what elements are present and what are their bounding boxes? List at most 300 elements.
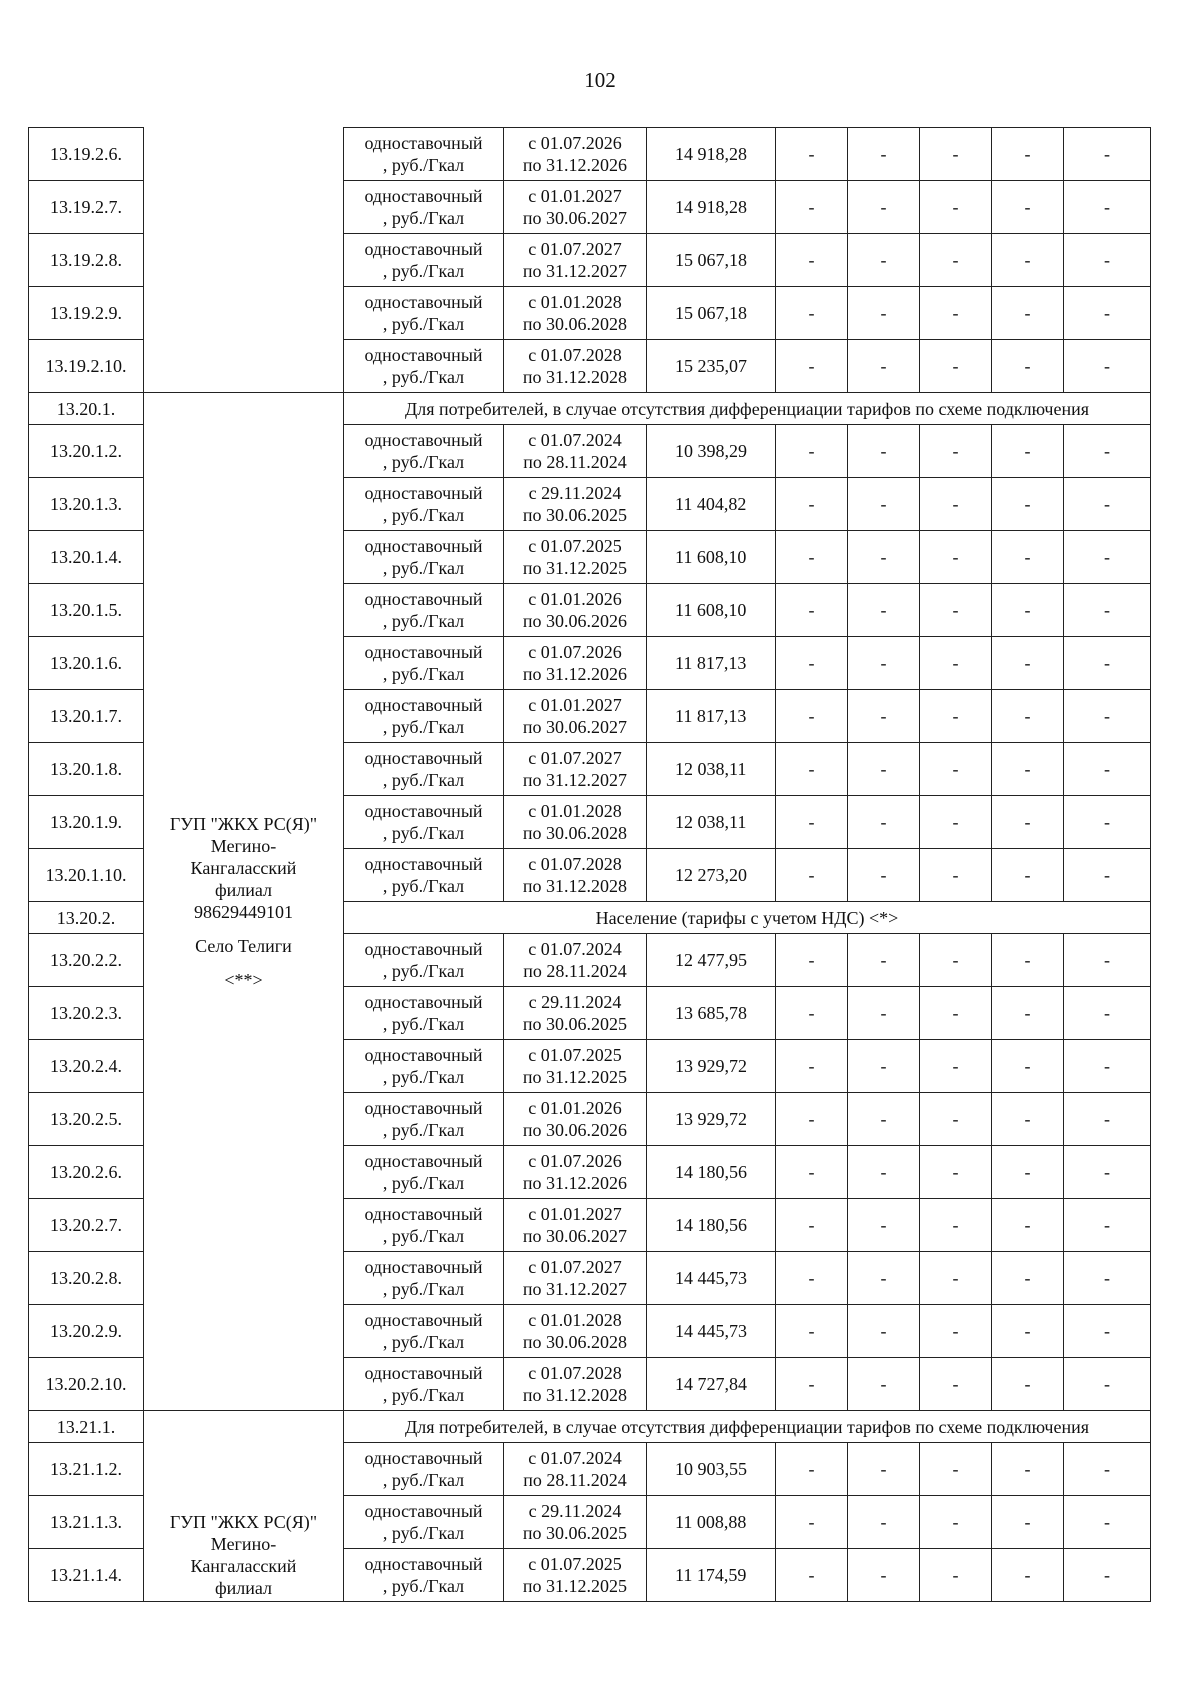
tariff-type-line2: , руб./Гкал <box>382 1120 465 1140</box>
tariff-value <box>647 531 776 584</box>
empty-value-dash <box>1064 340 1151 393</box>
empty-value-dash <box>776 637 848 690</box>
empty-value-dash-text: - <box>880 1109 887 1129</box>
period <box>504 128 647 181</box>
empty-value-dash-text: - <box>880 547 887 567</box>
row-number <box>29 531 144 584</box>
empty-value-dash <box>776 478 848 531</box>
empty-value-dash-text: - <box>1024 197 1031 217</box>
tariff-value-text: 10 903,55 <box>675 1459 747 1479</box>
empty-value-dash <box>848 743 920 796</box>
empty-value-dash-text: - <box>952 494 959 514</box>
empty-value-dash-text: - <box>1104 1565 1110 1585</box>
empty-value-dash <box>992 1358 1064 1411</box>
empty-value-dash <box>1064 987 1151 1040</box>
period <box>504 1358 647 1411</box>
empty-value-dash <box>776 531 848 584</box>
empty-value-dash-text: - <box>880 1003 887 1023</box>
tariff-value <box>647 934 776 987</box>
empty-value-dash <box>1064 478 1151 531</box>
period-line1: с 29.11.2024 <box>528 483 622 503</box>
tariff-value-text: 12 273,20 <box>675 865 747 885</box>
row-number-text: 13.19.2.9. <box>50 303 122 323</box>
empty-value-dash-text: - <box>1104 494 1110 514</box>
row-number-text: 13.19.2.8. <box>50 250 122 270</box>
empty-value-dash <box>848 1146 920 1199</box>
empty-value-dash <box>776 234 848 287</box>
empty-value-dash-text: - <box>952 303 959 323</box>
tariff-type-line1: одноставочный <box>364 483 483 503</box>
period-line1: с 01.01.2026 <box>528 1098 622 1118</box>
empty-value-dash <box>1064 287 1151 340</box>
empty-value-dash-text: - <box>1024 1512 1031 1532</box>
row-number-text: 13.19.2.10. <box>45 356 127 376</box>
empty-value-dash <box>920 234 992 287</box>
tariff-value <box>647 849 776 902</box>
empty-value-dash <box>776 987 848 1040</box>
empty-value-dash <box>992 478 1064 531</box>
empty-value-dash <box>920 637 992 690</box>
empty-value-dash-text: - <box>808 950 815 970</box>
empty-value-dash-text: - <box>952 865 959 885</box>
row-number-text: 13.20.1.7. <box>50 706 122 726</box>
organization-line: 98629449101 <box>194 901 293 922</box>
empty-value-dash <box>776 1040 848 1093</box>
tariff-value-text: 10 398,29 <box>675 441 747 461</box>
tariff-type-line2: , руб./Гкал <box>382 1470 465 1490</box>
empty-value-dash <box>920 287 992 340</box>
empty-value-dash-text: - <box>952 1374 959 1394</box>
empty-value-dash <box>1064 849 1151 902</box>
empty-value-dash-text: - <box>880 1162 887 1182</box>
row-number-text: 13.20.1.6. <box>50 653 122 673</box>
tariff-type <box>344 1549 504 1602</box>
empty-value-dash-text: - <box>808 1056 815 1076</box>
empty-value-dash <box>992 234 1064 287</box>
empty-value-dash <box>848 849 920 902</box>
period-line1: с 01.01.2028 <box>528 292 622 312</box>
period-line2: по 31.12.2028 <box>522 876 628 896</box>
empty-value-dash-text: - <box>1104 1321 1110 1341</box>
period-line2: по 28.11.2024 <box>523 961 627 981</box>
period-line1: с 01.07.2028 <box>528 1363 622 1383</box>
period-line1: с 01.07.2024 <box>528 430 622 450</box>
period <box>504 1443 647 1496</box>
period-line2: по 30.06.2027 <box>522 208 628 228</box>
empty-value-dash-text: - <box>880 1215 887 1235</box>
period-line2: по 30.06.2026 <box>522 1120 628 1140</box>
empty-value-dash <box>1064 425 1151 478</box>
tariff-type-line1: одноставочный <box>364 642 483 662</box>
tariff-type <box>344 1443 504 1496</box>
empty-value-dash <box>776 849 848 902</box>
tariff-type-line1: одноставочный <box>364 695 483 715</box>
tariff-type-line1: одноставочный <box>364 133 483 153</box>
tariff-type-line1: одноставочный <box>364 186 483 206</box>
period <box>504 796 647 849</box>
empty-value-dash-text: - <box>1104 1056 1110 1076</box>
empty-value-dash <box>848 181 920 234</box>
tariff-value-text: 11 008,88 <box>675 1512 747 1532</box>
empty-value-dash-text: - <box>808 1109 815 1129</box>
empty-value-dash-text: - <box>808 1374 815 1394</box>
period-line2: по 31.12.2028 <box>522 1385 628 1405</box>
empty-value-dash <box>848 987 920 1040</box>
empty-value-dash-text: - <box>880 706 887 726</box>
period <box>504 849 647 902</box>
period-line1: с 29.11.2024 <box>528 1501 622 1521</box>
tariff-type-line2: , руб./Гкал <box>382 717 465 737</box>
empty-value-dash-text: - <box>1024 1109 1031 1129</box>
row-number-text: 13.20.2.5. <box>50 1109 122 1129</box>
empty-value-dash-text: - <box>1104 250 1110 270</box>
empty-value-dash-text: - <box>1024 441 1031 461</box>
empty-value-dash <box>1064 1199 1151 1252</box>
empty-value-dash <box>848 1443 920 1496</box>
empty-value-dash <box>920 531 992 584</box>
tariff-type-line1: одноставочный <box>364 748 483 768</box>
empty-value-dash-text: - <box>952 1268 959 1288</box>
empty-value-dash-text: - <box>1104 653 1110 673</box>
empty-value-dash <box>776 340 848 393</box>
tariff-type <box>344 1305 504 1358</box>
organization-line: филиал <box>214 1578 273 1598</box>
tariff-value <box>647 128 776 181</box>
empty-value-dash <box>848 234 920 287</box>
tariff-value <box>647 340 776 393</box>
tariff-value-text: 12 038,11 <box>675 759 747 779</box>
empty-value-dash <box>848 340 920 393</box>
empty-value-dash <box>920 987 992 1040</box>
row-number-text: 13.20.2.2. <box>50 950 122 970</box>
tariff-value <box>647 181 776 234</box>
period-line1: с 01.07.2028 <box>528 854 622 874</box>
empty-value-dash <box>920 340 992 393</box>
row-number <box>29 849 144 902</box>
tariff-type-line1: одноставочный <box>364 1310 483 1330</box>
tariff-value-text: 11 608,10 <box>675 600 747 620</box>
period <box>504 637 647 690</box>
empty-value-dash-text: - <box>1104 1109 1110 1129</box>
period <box>504 181 647 234</box>
tariff-type <box>344 987 504 1040</box>
organization-cell-empty <box>144 128 344 393</box>
empty-value-dash-text: - <box>808 1215 815 1235</box>
empty-value-dash-text: - <box>952 1215 959 1235</box>
period-line2: по 31.12.2026 <box>522 155 628 175</box>
empty-value-dash-text: - <box>1024 1374 1031 1394</box>
empty-value-dash <box>920 743 992 796</box>
empty-value-dash <box>992 743 1064 796</box>
empty-value-dash-text: - <box>880 865 887 885</box>
empty-value-dash-text: - <box>808 1321 815 1341</box>
empty-value-dash-text: - <box>808 1512 815 1532</box>
tariff-value-text: 14 918,28 <box>675 197 747 217</box>
row-number-text: 13.20.1. <box>56 398 116 419</box>
empty-value-dash-text: - <box>952 1162 959 1182</box>
row-number-text: 13.21.1.2. <box>50 1459 122 1479</box>
tariff-value <box>647 425 776 478</box>
organization-line: филиал <box>214 879 273 900</box>
tariff-value <box>647 690 776 743</box>
period <box>504 340 647 393</box>
row-number-text: 13.19.2.7. <box>50 197 122 217</box>
tariff-type-line1: одноставочный <box>364 536 483 556</box>
row-number <box>29 987 144 1040</box>
empty-value-dash <box>920 1146 992 1199</box>
empty-value-dash <box>848 1093 920 1146</box>
tariff-type <box>344 287 504 340</box>
empty-value-dash-text: - <box>1104 356 1110 376</box>
row-number-text: 13.20.1.10. <box>45 865 127 885</box>
empty-value-dash-text: - <box>808 653 815 673</box>
empty-value-dash-text: - <box>952 950 959 970</box>
page-number: 102 <box>584 68 616 92</box>
empty-value-dash-text: - <box>1104 1374 1110 1394</box>
row-number <box>29 690 144 743</box>
tariff-type-line2: , руб./Гкал <box>382 1576 465 1596</box>
row-number <box>29 287 144 340</box>
empty-value-dash-text: - <box>1104 950 1110 970</box>
empty-value-dash-text: - <box>880 250 887 270</box>
tariff-value-text: 15 067,18 <box>675 303 747 323</box>
empty-value-dash <box>992 531 1064 584</box>
empty-value-dash-text: - <box>1104 303 1110 323</box>
period <box>504 934 647 987</box>
empty-value-dash <box>848 1496 920 1549</box>
empty-value-dash-text: - <box>952 441 959 461</box>
empty-value-dash <box>848 637 920 690</box>
empty-value-dash <box>992 1443 1064 1496</box>
empty-value-dash-text: - <box>1024 1162 1031 1182</box>
tariff-value-text: 12 038,11 <box>675 812 747 832</box>
empty-value-dash-text: - <box>1024 865 1031 885</box>
empty-value-dash-text: - <box>808 547 815 567</box>
tariff-type-line1: одноставочный <box>364 1151 483 1171</box>
empty-value-dash <box>920 1443 992 1496</box>
empty-value-dash-text: - <box>952 1565 959 1585</box>
empty-value-dash <box>992 1146 1064 1199</box>
empty-value-dash <box>920 1305 992 1358</box>
empty-value-dash-text: - <box>880 1459 887 1479</box>
empty-value-dash <box>776 1252 848 1305</box>
empty-value-dash-text: - <box>952 1109 959 1129</box>
period-line2: по 31.12.2025 <box>522 558 628 578</box>
empty-value-dash-text: - <box>1104 1162 1110 1182</box>
period <box>504 1146 647 1199</box>
empty-value-dash <box>1064 1443 1151 1496</box>
empty-value-dash <box>920 690 992 743</box>
empty-value-dash <box>992 584 1064 637</box>
period-line2: по 28.11.2024 <box>523 1470 627 1490</box>
period <box>504 1252 647 1305</box>
row-number-text: 13.20.2.10. <box>45 1374 127 1394</box>
empty-value-dash <box>992 796 1064 849</box>
empty-value-dash <box>776 690 848 743</box>
row-number <box>29 425 144 478</box>
empty-value-dash <box>776 1093 848 1146</box>
empty-value-dash-text: - <box>880 653 887 673</box>
empty-value-dash <box>1064 743 1151 796</box>
empty-value-dash <box>920 1496 992 1549</box>
period-line1: с 01.07.2027 <box>528 748 622 768</box>
empty-value-dash-text: - <box>808 759 815 779</box>
tariff-type <box>344 234 504 287</box>
empty-value-dash-text: - <box>952 1321 959 1341</box>
tariff-type <box>344 1093 504 1146</box>
empty-value-dash-text: - <box>808 303 815 323</box>
empty-value-dash <box>1064 181 1151 234</box>
empty-value-dash-text: - <box>1024 250 1031 270</box>
tariff-type-line2: , руб./Гкал <box>382 823 465 843</box>
period <box>504 531 647 584</box>
tariff-value-text: 14 445,73 <box>675 1321 747 1341</box>
empty-value-dash-text: - <box>1104 547 1110 567</box>
tariff-type <box>344 425 504 478</box>
row-number <box>29 1040 144 1093</box>
tariff-value <box>647 1443 776 1496</box>
empty-value-dash-text: - <box>880 303 887 323</box>
empty-value-dash <box>920 934 992 987</box>
row-number-text: 13.20.1.4. <box>50 547 122 567</box>
empty-value-dash-text: - <box>1024 547 1031 567</box>
empty-value-dash <box>1064 234 1151 287</box>
tariff-type-line2: , руб./Гкал <box>382 611 465 631</box>
period-line2: по 31.12.2027 <box>522 1279 628 1299</box>
tariff-type <box>344 531 504 584</box>
row-number-text: 13.21.1. <box>56 1416 116 1437</box>
empty-value-dash <box>776 1496 848 1549</box>
empty-value-dash <box>1064 1496 1151 1549</box>
empty-value-dash <box>992 181 1064 234</box>
empty-value-dash <box>848 584 920 637</box>
empty-value-dash <box>992 425 1064 478</box>
tariff-value <box>647 1093 776 1146</box>
empty-value-dash-text: - <box>1104 1215 1110 1235</box>
tariff-value-text: 14 727,84 <box>675 1374 747 1394</box>
tariff-type-line2: , руб./Гкал <box>382 1226 465 1246</box>
empty-value-dash <box>776 1199 848 1252</box>
empty-value-dash <box>1064 128 1151 181</box>
period <box>504 1305 647 1358</box>
period-line1: с 01.01.2027 <box>528 695 622 715</box>
tariff-value-text: 11 608,10 <box>675 547 747 567</box>
tariff-type <box>344 478 504 531</box>
empty-value-dash-text: - <box>1024 303 1031 323</box>
tariff-type-line2: , руб./Гкал <box>382 367 465 387</box>
empty-value-dash <box>1064 1146 1151 1199</box>
row-number <box>29 1443 144 1496</box>
tariff-value <box>647 743 776 796</box>
tariff-type <box>344 1252 504 1305</box>
empty-value-dash <box>776 1358 848 1411</box>
row-number <box>29 902 144 934</box>
empty-value-dash <box>848 531 920 584</box>
tariff-value-text: 11 174,59 <box>675 1565 747 1585</box>
organization-line: ГУП "ЖКХ РС(Я)" <box>169 813 318 834</box>
tariff-value <box>647 1040 776 1093</box>
empty-value-dash-text: - <box>952 600 959 620</box>
organization-line: Кангаласский <box>190 1556 297 1576</box>
tariff-type-line1: одноставочный <box>364 1501 483 1521</box>
row-number-text: 13.20.1.5. <box>50 600 122 620</box>
period-line1: с 01.07.2026 <box>528 642 622 662</box>
empty-value-dash <box>920 1549 992 1602</box>
empty-value-dash-text: - <box>808 356 815 376</box>
tariff-type-line1: одноставочный <box>364 430 483 450</box>
empty-value-dash <box>992 1040 1064 1093</box>
empty-value-dash <box>848 796 920 849</box>
tariff-value <box>647 796 776 849</box>
tariff-type <box>344 934 504 987</box>
empty-value-dash-text: - <box>880 1374 887 1394</box>
empty-value-dash <box>776 425 848 478</box>
empty-value-dash-text: - <box>1024 759 1031 779</box>
empty-value-dash-text: - <box>808 441 815 461</box>
row-number <box>29 796 144 849</box>
tariff-type <box>344 743 504 796</box>
tariff-table-body <box>29 128 1151 1602</box>
period-line1: с 01.07.2025 <box>528 1554 622 1574</box>
empty-value-dash <box>1064 1358 1151 1411</box>
empty-value-dash <box>848 425 920 478</box>
empty-value-dash <box>992 637 1064 690</box>
period-line2: по 31.12.2027 <box>522 261 628 281</box>
empty-value-dash <box>920 1093 992 1146</box>
row-number <box>29 1305 144 1358</box>
tariff-type-line1: одноставочный <box>364 854 483 874</box>
empty-value-dash-text: - <box>808 250 815 270</box>
tariff-type <box>344 584 504 637</box>
empty-value-dash <box>1064 796 1151 849</box>
empty-value-dash <box>848 1358 920 1411</box>
empty-value-dash-text: - <box>1024 812 1031 832</box>
tariff-value-text: 14 180,56 <box>675 1162 747 1182</box>
empty-value-dash <box>776 796 848 849</box>
empty-value-dash <box>992 934 1064 987</box>
empty-value-dash-text: - <box>880 812 887 832</box>
empty-value-dash <box>1064 1549 1151 1602</box>
period <box>504 690 647 743</box>
organization-line: <**> <box>224 969 263 990</box>
section-header <box>344 902 1151 934</box>
empty-value-dash-text: - <box>952 1512 959 1532</box>
tariff-type-line2: , руб./Гкал <box>382 961 465 981</box>
tariff-value-text: 13 685,78 <box>675 1003 747 1023</box>
empty-value-dash <box>920 796 992 849</box>
tariff-type-line2: , руб./Гкал <box>382 261 465 281</box>
tariff-type-line2: , руб./Гкал <box>382 1173 465 1193</box>
tariff-type <box>344 340 504 393</box>
tariff-value <box>647 1146 776 1199</box>
empty-value-dash-text: - <box>880 1565 887 1585</box>
empty-value-dash <box>1064 584 1151 637</box>
organization-line: Мегино- <box>210 1534 277 1554</box>
period-line2: по 30.06.2028 <box>522 823 628 843</box>
period-line1: с 01.07.2027 <box>528 1257 622 1277</box>
row-number-text: 13.20.2.6. <box>50 1162 122 1182</box>
row-number <box>29 181 144 234</box>
empty-value-dash-text: - <box>880 759 887 779</box>
row-number-text: 13.20.1.2. <box>50 441 122 461</box>
empty-value-dash-text: - <box>808 494 815 514</box>
tariff-type <box>344 1496 504 1549</box>
section-header-text: Для потребителей, в случае отсутствия дифференциации тарифов по схеме подключения <box>404 1416 1090 1437</box>
tariff-type-line2: , руб./Гкал <box>382 1067 465 1087</box>
tariff-type-line1: одноставочный <box>364 1363 483 1383</box>
empty-value-dash-text: - <box>1024 144 1031 164</box>
empty-value-dash-text: - <box>808 1565 815 1585</box>
